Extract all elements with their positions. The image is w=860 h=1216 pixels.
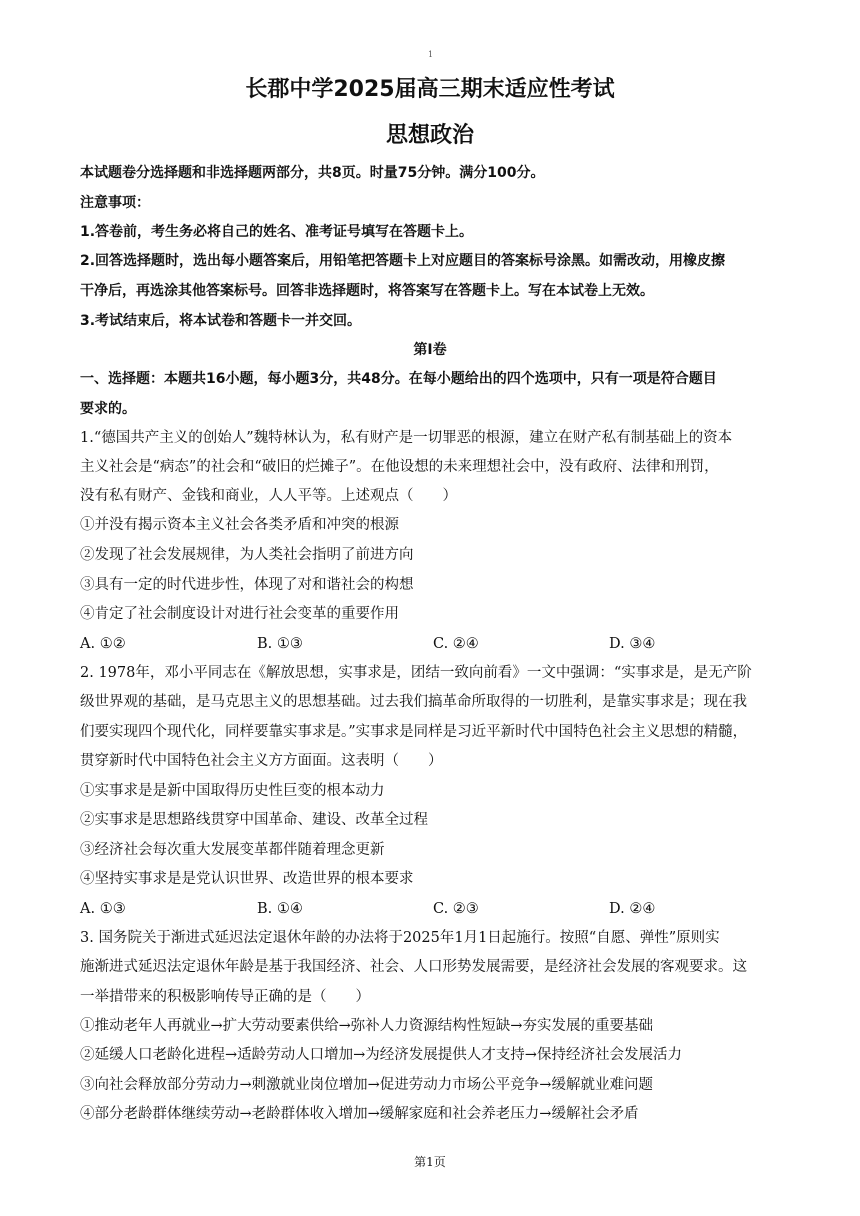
q2-stem-line-3: 们要实现四个现代化，同样要靠实事求是。”实事求是同样是习近平新时代中国特色社会主义思想的精髓， <box>80 724 748 740</box>
q1-statement-4: ④肯定了社会制度设计对进行社会变革的重要作用 <box>80 606 399 622</box>
notice-item-2: 2.回答选择题时，选出每小题答案后，用铅笔把答题卡上对应题目的答案标号涂黑。如需改动，用橡皮擦 <box>80 253 726 269</box>
q3-statement-3: ③向社会释放部分劳动力→刺激就业岗位增加→促进劳动力市场公平竞争→缓解就业难问题 <box>80 1077 653 1093</box>
volume-heading: 第Ⅰ卷 <box>413 342 447 358</box>
q2-option-a: A. ①③ <box>80 901 126 917</box>
q2-option-c: C. ②③ <box>433 901 479 917</box>
q1-stem-line-1: 1.“德国共产主义的创始人”魏特林认为，私有财产是一切罪恶的根源，建立在财产私有制基础上的资本 <box>80 430 733 446</box>
q3-stem-line-3: 一举措带来的积极影响传导正确的是（ ） <box>80 989 370 1005</box>
q2-option-d: D. ②④ <box>609 901 656 917</box>
section-heading-cont: 要求的。 <box>80 401 136 417</box>
intro-text: 本试题卷分选择题和非选择题两部分，共8页。时量75分钟。满分100分。 <box>80 165 545 181</box>
notice-item-2-cont: 干净后，再选涂其他答案标号。回答非选择题时，将答案写在答题卡上。写在本试卷上无效。 <box>80 283 654 299</box>
q1-stem-line-3: 没有私有财产、金钱和商业，人人平等。上述观点（ ） <box>80 488 457 504</box>
q2-statement-4: ④坚持实事求是是党认识世界、改造世界的根本要求 <box>80 871 414 887</box>
page-mark: 1 <box>428 50 434 59</box>
q1-option-d: D. ③④ <box>609 636 656 652</box>
q3-stem-line-2: 施渐进式延迟法定退休年龄是基于我国经济、社会、人口形势发展需要，是经济社会发展的客观要求。这 <box>80 959 747 975</box>
q3-statement-1: ①推动老年人再就业→扩大劳动要素供给→弥补人力资源结构性短缺→夯实发展的重要基础 <box>80 1018 653 1034</box>
q2-statement-1: ①实事求是是新中国取得历史性巨变的根本动力 <box>80 783 385 799</box>
q1-option-c: C. ②④ <box>433 636 479 652</box>
q1-option-a: A. ①② <box>80 636 126 652</box>
section-heading: 一、选择题：本题共16小题，每小题3分，共48分。在每小题给出的四个选项中，只有一项是符合题目 <box>80 371 717 387</box>
q1-statement-1: ①并没有揭示资本主义社会各类矛盾和冲突的根源 <box>80 517 399 533</box>
q2-stem-line-1: 2. 1978年，邓小平同志在《解放思想，实事求是，团结一致向前看》一文中强调：“实事求是，是无产阶 <box>80 665 752 681</box>
subject-title: 思想政治 <box>385 123 474 148</box>
q3-statement-4: ④部分老龄群体继续劳动→老龄群体收入增加→缓解家庭和社会养老压力→缓解社会矛盾 <box>80 1106 639 1122</box>
q1-stem-line-2: 主义社会是“病态”的社会和“破旧的烂摊子”。在他设想的未来理想社会中，没有政府、法律和刑罚， <box>80 459 719 475</box>
exam-title: 长郡中学2025届高三期末适应性考试 <box>245 77 615 102</box>
q2-stem-line-2: 级世界观的基础，是马克思主义的思想基础。过去我们搞革命所取得的一切胜利，是靠实事求是；现在我 <box>80 694 747 710</box>
q2-stem-line-4: 贯穿新时代中国特色社会主义方方面面。这表明（ ） <box>80 753 443 769</box>
q3-stem-line-1: 3. 国务院关于渐进式延迟法定退休年龄的办法将于2025年1月1日起施行。按照“自愿、弹性”原则实 <box>80 930 720 946</box>
q2-statement-2: ②实事求是思想路线贯穿中国革命、建设、改革全过程 <box>80 812 428 828</box>
notice-heading: 注意事项： <box>80 195 150 211</box>
notice-item-1: 1.答卷前，考生务必将自己的姓名、准考证号填写在答题卡上。 <box>80 224 474 240</box>
q2-statement-3: ③经济社会每次重大发展变革都伴随着理念更新 <box>80 842 385 858</box>
page-footer: 第1页 <box>414 1155 446 1169</box>
q1-statement-2: ②发现了社会发展规律，为人类社会指明了前进方向 <box>80 547 414 563</box>
q2-option-b: B. ①④ <box>257 901 303 917</box>
notice-item-3: 3.考试结束后，将本试卷和答题卡一并交回。 <box>80 313 362 329</box>
q1-statement-3: ③具有一定的时代进步性，体现了对和谐社会的构想 <box>80 577 414 593</box>
q3-statement-2: ②延缓人口老龄化进程→适龄劳动人口增加→为经济发展提供人才支持→保持经济社会发展活力 <box>80 1047 682 1063</box>
q1-option-b: B. ①③ <box>257 636 303 652</box>
